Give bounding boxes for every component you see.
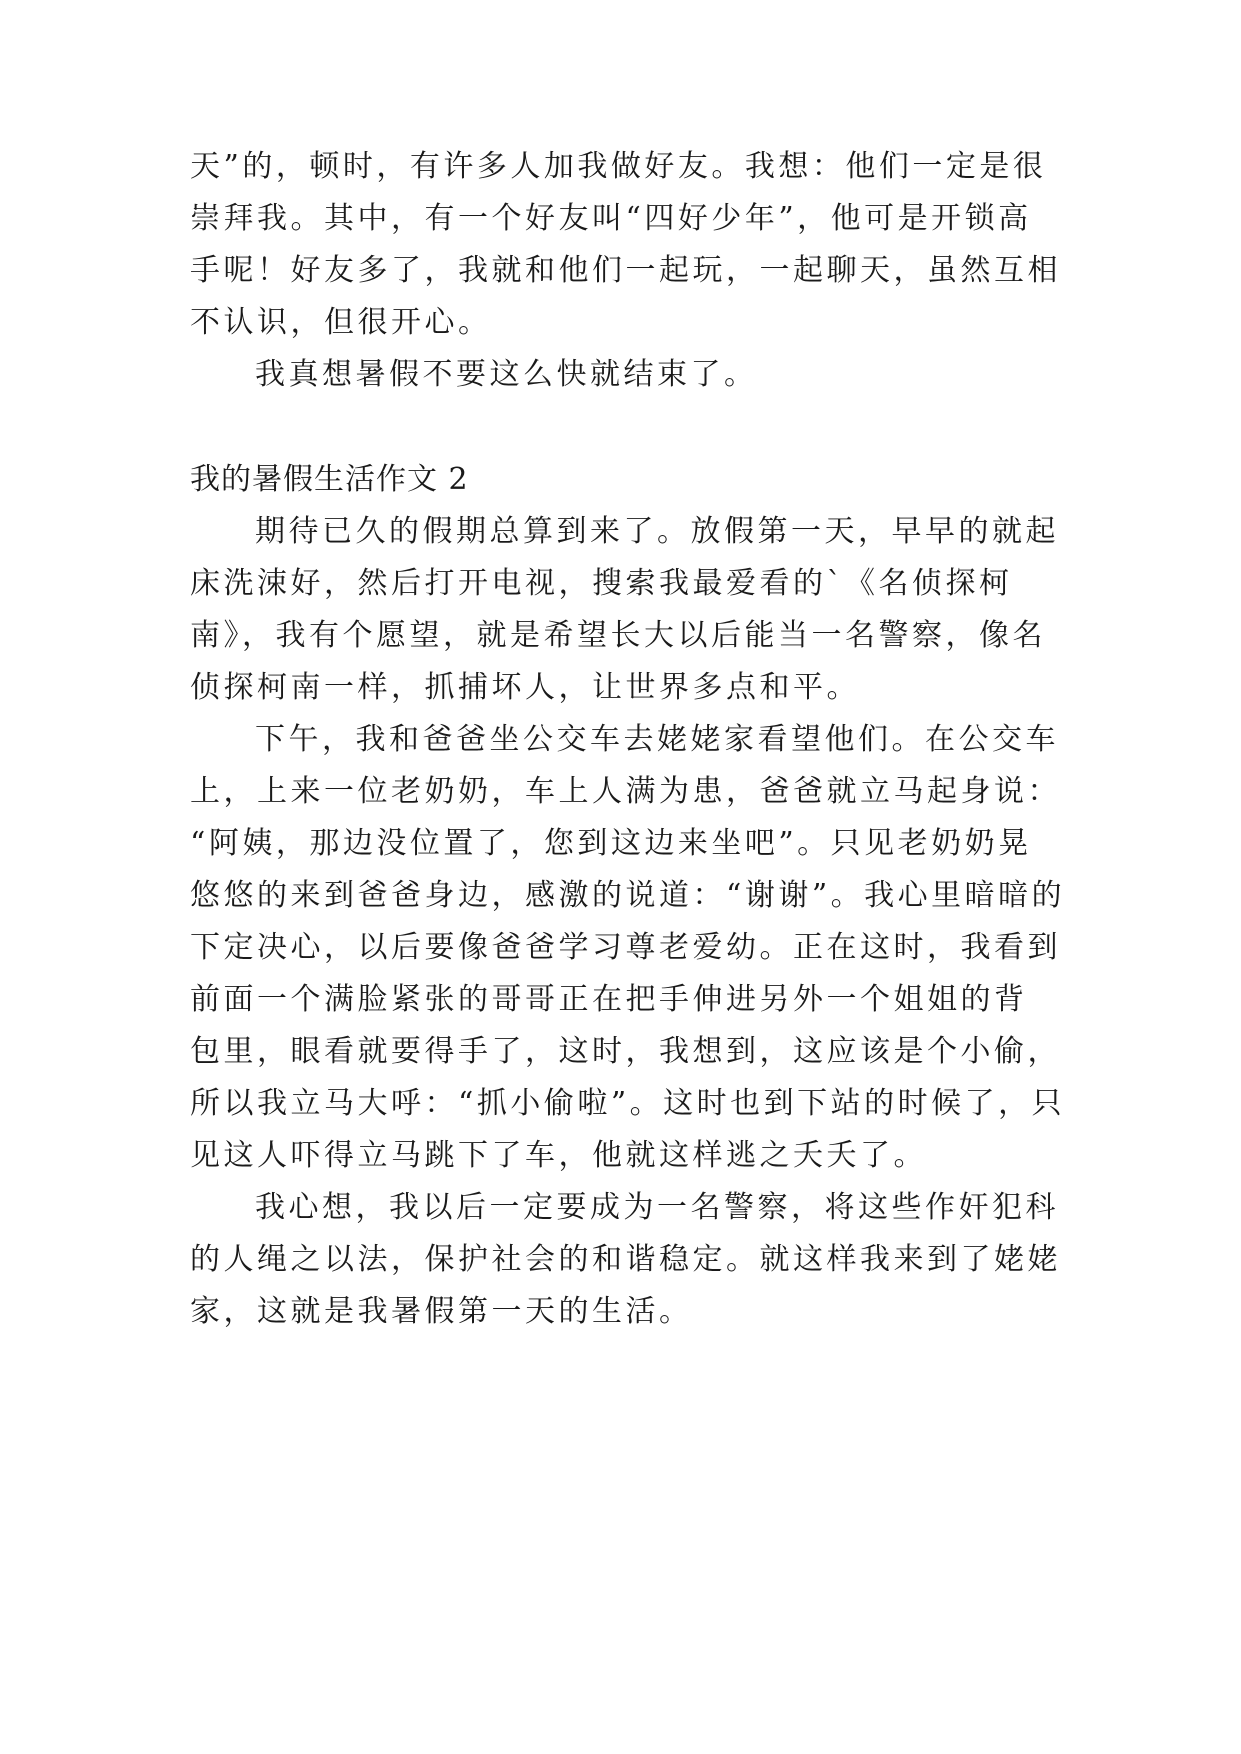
paragraph-line: 不认识，但很开心。 bbox=[190, 305, 492, 340]
paragraph-line: 家，这就是我暑假第一天的生活。 bbox=[190, 1294, 693, 1329]
paragraph-line: 我心想，我以后一定要成为一名警察，将这些作奸犯科 bbox=[255, 1190, 1059, 1225]
paragraph-line: 的人绳之以法，保护社会的和谐稳定。就这样我来到了姥姥 bbox=[190, 1242, 1061, 1277]
paragraph-line: 崇拜我。其中，有一个好友叫“四好少年”，他可是开锁高 bbox=[190, 201, 1032, 236]
section-title: 我的暑假生活作文 2 bbox=[190, 462, 469, 497]
paragraph-line: 悠悠的来到爸爸身边，感激的说道：“谢谢”。我心里暗暗的 bbox=[190, 878, 1066, 913]
paragraph-line: 上，上来一位老奶奶，车上人满为患，爸爸就立马起身说： bbox=[190, 774, 1061, 809]
paragraph-line: 前面一个满脸紧张的哥哥正在把手伸进另外一个姐姐的背 bbox=[190, 982, 1028, 1017]
paragraph-line: 期待已久的假期总算到来了。放假第一天，早早的就起 bbox=[255, 514, 1059, 549]
paragraph-line: 床洗涑好，然后打开电视，搜索我最爱看的`《名侦探柯 bbox=[190, 566, 1013, 601]
paragraph-line: 我真想暑假不要这么快就结束了。 bbox=[255, 357, 758, 392]
paragraph-line: 天”的，顿时，有许多人加我做好友。我想：他们一定是很 bbox=[190, 149, 1047, 184]
paragraph-line: 侦探柯南一样，抓捕坏人，让世界多点和平。 bbox=[190, 670, 860, 705]
paragraph-line: 手呢！好友多了，我就和他们一起玩，一起聊天，虽然互相 bbox=[190, 253, 1061, 288]
paragraph-line: 见这人吓得立马跳下了车，他就这样逃之夭夭了。 bbox=[190, 1138, 927, 1173]
paragraph-line: “阿姨，那边没位置了，您到这边来坐吧”。只见老奶奶晃 bbox=[190, 826, 1032, 861]
paragraph-line: 南》，我有个愿望，就是希望长大以后能当一名警察，像名 bbox=[190, 618, 1046, 653]
paragraph-line: 所以我立马大呼：“抓小偷啦”。这时也到下站的时候了，只 bbox=[190, 1086, 1066, 1121]
paragraph-line: 下午，我和爸爸坐公交车去姥姥家看望他们。在公交车 bbox=[255, 722, 1059, 757]
paragraph-line: 包里，眼看就要得手了，这时，我想到，这应该是个小偷， bbox=[190, 1034, 1061, 1069]
paragraph-line: 下定决心，以后要像爸爸学习尊老爱幼。正在这时，我看到 bbox=[190, 930, 1061, 965]
